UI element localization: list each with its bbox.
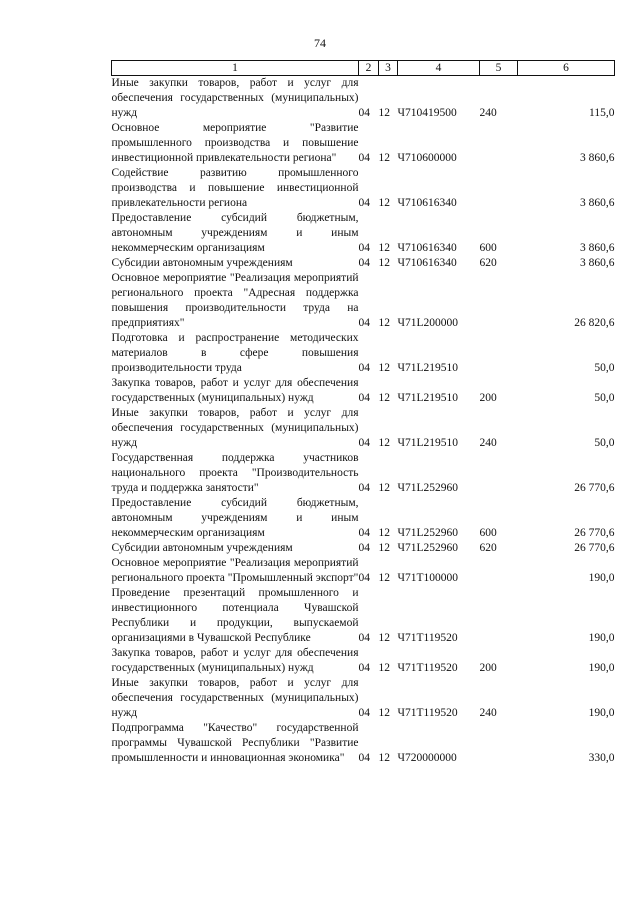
row-name: Основное мероприятие "Реализация мероприятий регионального проекта "Адресная поддержка повышения производительности труда на предприятиях" xyxy=(111,272,359,329)
row-section: 04 xyxy=(358,542,370,554)
row-section: 04 xyxy=(358,152,370,164)
row-subsection: 12 xyxy=(378,752,390,764)
table-row xyxy=(112,76,615,122)
row-expense-type xyxy=(480,556,518,586)
row-target-article: Ч71Т100000 xyxy=(397,572,458,584)
row-name: Основное мероприятие "Развитие промышленного производства и повышение инвестиционной привлекательности региона" xyxy=(111,122,359,164)
row-target-article: Ч71Т119520 xyxy=(397,662,458,674)
row-amount: 190,0 xyxy=(588,632,615,644)
row-target-article: Ч71L200000 xyxy=(397,317,458,329)
row-target-article: Ч71Т119520 xyxy=(397,707,458,719)
row-target-article: Ч710616340 xyxy=(397,197,457,209)
row-section: 04 xyxy=(358,707,370,719)
row-name: Закупка товаров, работ и услуг для обеспечения государственных (муниципальных) нужд xyxy=(111,647,359,674)
table-row xyxy=(112,256,615,271)
row-name: Предоставление субсидий бюджетным, автономным учреждениям и иным некоммерческим организациям xyxy=(111,497,359,539)
column-header-1: 1 xyxy=(112,61,359,76)
row-expense-type: 600 xyxy=(479,242,497,254)
row-expense-type: 240 xyxy=(479,107,497,119)
row-target-article: Ч71L252960 xyxy=(397,527,458,539)
row-amount: 26 770,6 xyxy=(574,542,615,554)
row-expense-type: 620 xyxy=(479,257,497,269)
table-row xyxy=(112,211,615,256)
row-amount: 3 860,6 xyxy=(580,152,615,164)
table-row xyxy=(112,331,615,376)
column-header-3: 3 xyxy=(379,61,398,76)
budget-table xyxy=(111,60,615,766)
row-expense-type xyxy=(480,721,518,766)
table-row xyxy=(112,166,615,211)
row-section: 04 xyxy=(358,482,370,494)
column-header-2: 2 xyxy=(359,61,379,76)
row-expense-type: 240 xyxy=(479,707,497,719)
row-target-article: Ч710616340 xyxy=(397,242,457,254)
row-name: Иные закупки товаров, работ и услуг для обеспечения государственных (муниципальных) нужд xyxy=(111,407,359,449)
row-subsection: 12 xyxy=(378,257,390,269)
row-section: 04 xyxy=(358,662,370,674)
row-amount: 26 770,6 xyxy=(574,527,615,539)
table-row xyxy=(112,676,615,721)
row-target-article: Ч71Т119520 xyxy=(397,632,458,644)
table-row xyxy=(112,451,615,496)
row-target-article: Ч71L219510 xyxy=(397,437,458,449)
page-number: 74 xyxy=(314,36,326,50)
row-subsection: 12 xyxy=(378,632,390,644)
row-name: Государственная поддержка участников национального проекта "Производительность труда и поддержка занятости" xyxy=(111,452,359,494)
table-row xyxy=(112,121,615,166)
row-subsection: 12 xyxy=(378,707,390,719)
row-subsection: 12 xyxy=(378,437,390,449)
row-section: 04 xyxy=(358,437,370,449)
row-amount: 330,0 xyxy=(588,752,615,764)
table-header-row xyxy=(112,61,615,76)
row-target-article: Ч710600000 xyxy=(397,152,457,164)
row-target-article: Ч71L252960 xyxy=(397,542,458,554)
row-subsection: 12 xyxy=(378,482,390,494)
row-subsection: 12 xyxy=(378,527,390,539)
row-name: Проведение презентаций промышленного и инвестиционного потенциала Чувашской Республики и продукции, выпускаемой организациями в Чувашской Республике xyxy=(111,587,359,644)
row-name: Закупка товаров, работ и услуг для обеспечения государственных (муниципальных) нужд xyxy=(111,377,359,404)
row-target-article: Ч710419500 xyxy=(397,107,457,119)
row-subsection: 12 xyxy=(378,317,390,329)
row-section: 04 xyxy=(358,527,370,539)
row-target-article: Ч710616340 xyxy=(397,257,457,269)
row-expense-type xyxy=(480,121,518,166)
row-expense-type: 200 xyxy=(479,662,497,674)
row-expense-type: 200 xyxy=(479,392,497,404)
row-amount: 3 860,6 xyxy=(580,257,615,269)
row-section: 04 xyxy=(358,242,370,254)
row-section: 04 xyxy=(358,197,370,209)
row-subsection: 12 xyxy=(378,662,390,674)
row-name: Субсидии автономным учреждениям xyxy=(111,542,293,554)
row-amount: 115,0 xyxy=(589,107,615,119)
row-expense-type: 240 xyxy=(479,437,497,449)
row-amount: 50,0 xyxy=(594,437,615,449)
table-row xyxy=(112,271,615,331)
row-subsection: 12 xyxy=(378,392,390,404)
row-target-article: Ч71L219510 xyxy=(397,392,458,404)
row-amount: 26 820,6 xyxy=(574,317,615,329)
row-expense-type: 600 xyxy=(479,527,497,539)
row-expense-type xyxy=(480,166,518,211)
row-section: 04 xyxy=(358,572,370,584)
table-body xyxy=(112,76,615,767)
table-row xyxy=(112,646,615,676)
row-expense-type xyxy=(480,331,518,376)
table-row xyxy=(112,721,615,766)
row-amount: 190,0 xyxy=(588,707,615,719)
row-expense-type xyxy=(480,451,518,496)
row-expense-type xyxy=(480,271,518,331)
row-amount: 50,0 xyxy=(594,362,615,374)
row-section: 04 xyxy=(358,257,370,269)
row-section: 04 xyxy=(358,752,370,764)
table-row xyxy=(112,496,615,541)
column-header-5: 5 xyxy=(480,61,518,76)
row-subsection: 12 xyxy=(378,197,390,209)
row-name: Основное мероприятие "Реализация мероприятий регионального проекта "Промышленный экспорт" xyxy=(111,557,359,584)
row-expense-type: 620 xyxy=(479,542,497,554)
row-subsection: 12 xyxy=(378,107,390,119)
column-header-6: 6 xyxy=(518,61,615,76)
column-header-4: 4 xyxy=(398,61,480,76)
row-subsection: 12 xyxy=(378,572,390,584)
row-amount: 3 860,6 xyxy=(580,197,615,209)
table-row xyxy=(112,406,615,451)
table-row xyxy=(112,541,615,556)
row-amount: 3 860,6 xyxy=(580,242,615,254)
row-section: 04 xyxy=(358,317,370,329)
row-name: Содействие развитию промышленного производства и повышение инвестиционной привлекательности региона xyxy=(111,167,359,209)
row-amount: 190,0 xyxy=(588,572,615,584)
table-row xyxy=(112,586,615,646)
row-name: Иные закупки товаров, работ и услуг для обеспечения государственных (муниципальных) нужд xyxy=(111,77,359,119)
row-name: Предоставление субсидий бюджетным, автономным учреждениям и иным некоммерческим организациям xyxy=(111,212,359,254)
row-subsection: 12 xyxy=(378,152,390,164)
row-amount: 50,0 xyxy=(594,392,615,404)
row-expense-type xyxy=(480,586,518,646)
row-section: 04 xyxy=(358,632,370,644)
row-section: 04 xyxy=(358,362,370,374)
row-target-article: Ч71L219510 xyxy=(397,362,458,374)
row-name: Подпрограмма "Качество" государственной программы Чувашской Республики "Развитие промышленности и инновационная экономика" xyxy=(111,722,359,764)
row-name: Иные закупки товаров, работ и услуг для обеспечения государственных (муниципальных) нужд xyxy=(111,677,359,719)
row-name: Подготовка и распространение методических материалов в сфере повышения производительности труда xyxy=(111,332,359,374)
row-section: 04 xyxy=(358,107,370,119)
row-name: Субсидии автономным учреждениям xyxy=(111,257,293,269)
row-amount: 26 770,6 xyxy=(574,482,615,494)
row-amount: 190,0 xyxy=(588,662,615,674)
row-subsection: 12 xyxy=(378,362,390,374)
table-row xyxy=(112,556,615,586)
row-section: 04 xyxy=(358,392,370,404)
row-subsection: 12 xyxy=(378,542,390,554)
row-target-article: Ч71L252960 xyxy=(397,482,458,494)
row-target-article: Ч720000000 xyxy=(397,752,457,764)
row-subsection: 12 xyxy=(378,242,390,254)
table-row xyxy=(112,376,615,406)
